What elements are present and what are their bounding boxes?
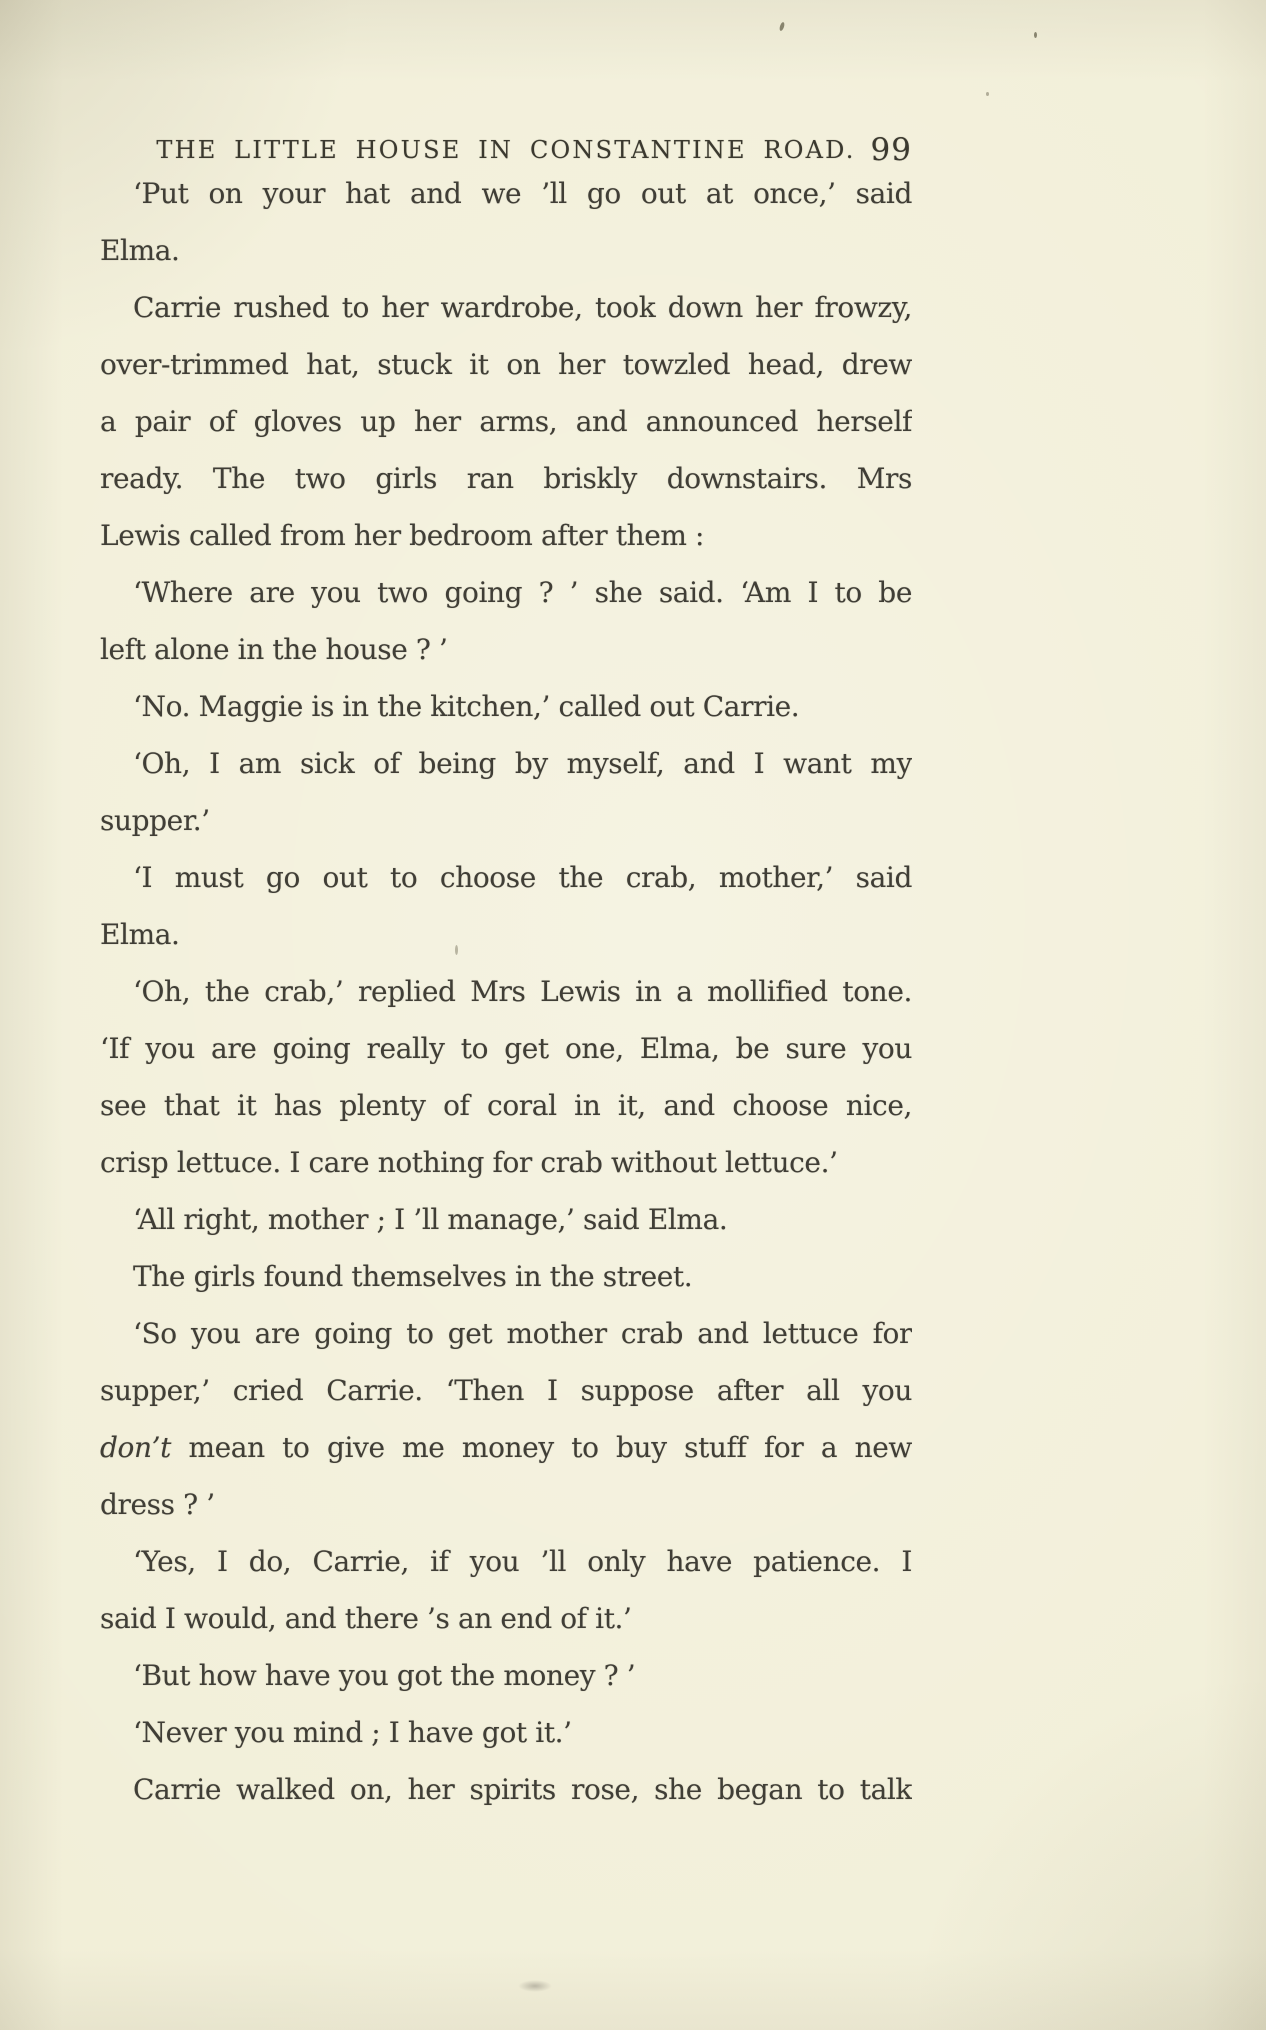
text-line: ‘Where are you two going ? ’ she said. ‘Am I to be	[133, 576, 912, 609]
text-line: ‘Never you mind ; I have got it.’	[133, 1716, 572, 1749]
text-line: ‘Oh, the crab,’ replied Mrs Lewis in a mollified tone.	[133, 975, 912, 1008]
text-line: ‘If you are going really to get one, Elma, be sure you	[100, 1032, 912, 1065]
text-line: ‘But how have you got the money ? ’	[133, 1659, 636, 1692]
text-line: Elma.	[100, 234, 180, 267]
text-line: Lewis called from her bedroom after them :	[100, 519, 705, 552]
scan-speck	[1034, 32, 1037, 38]
text-line: Carrie walked on, her spirits rose, she began to talk	[133, 1773, 912, 1806]
text-block	[100, 165, 912, 1818]
text-line: dress ? ’	[100, 1488, 215, 1521]
text-line: see that it has plenty of coral in it, and choose nice,	[100, 1089, 912, 1122]
running-title: THE LITTLE HOUSE IN CONSTANTINE ROAD.	[156, 136, 856, 164]
paragraph	[100, 735, 912, 849]
text-line: ‘No. Maggie is in the kitchen,’ called out Carrie.	[133, 690, 800, 723]
scan-speck	[779, 22, 786, 32]
text-line: ‘Put on your hat and we ’ll go out at once,’ said	[133, 177, 912, 210]
text-line: ‘Yes, I do, Carrie, if you ’ll only have patience. I	[133, 1545, 912, 1578]
paragraph	[100, 279, 912, 564]
scan-speck	[455, 945, 458, 955]
text-line: supper.’	[100, 804, 210, 837]
text-line: left alone in the house ? ’	[100, 633, 448, 666]
paragraph	[100, 1305, 912, 1533]
text-line: ready. The two girls ran briskly downstairs. Mrs	[100, 462, 912, 495]
text-line: over-trimmed hat, stuck it on her towzled head, drew	[100, 348, 912, 381]
text-line: crisp lettuce. I care nothing for crab without lettuce.’	[100, 1146, 838, 1179]
text-line: supper,’ cried Carrie. ‘Then I suppose after all you	[100, 1374, 912, 1407]
paragraph	[100, 678, 912, 735]
paragraph	[100, 1761, 912, 1818]
page-number: 99	[870, 132, 912, 168]
paragraph	[100, 564, 912, 678]
paragraph	[100, 1704, 912, 1761]
paragraph	[100, 963, 912, 1191]
text-line: don’t mean to give me money to buy stuff for a new	[100, 1431, 912, 1464]
paragraph	[100, 1191, 912, 1248]
paragraph	[100, 165, 912, 279]
paragraph	[100, 1533, 912, 1647]
text-line: Elma.	[100, 918, 180, 951]
paragraph	[100, 849, 912, 963]
scan-smudge	[518, 1980, 552, 1992]
text-line: ‘All right, mother ; I ’ll manage,’ said Elma.	[133, 1203, 728, 1236]
paragraph	[100, 1647, 912, 1704]
text-line: ‘I must go out to choose the crab, mother,’ said	[133, 861, 912, 894]
text-line: Carrie rushed to her wardrobe, took down her frowzy,	[133, 291, 912, 324]
text-line: ‘So you are going to get mother crab and lettuce for	[133, 1317, 912, 1350]
text-line: The girls found themselves in the street.	[133, 1260, 693, 1293]
text-line: said I would, and there ’s an end of it.’	[100, 1602, 632, 1635]
scan-speck	[986, 92, 989, 96]
paragraph	[100, 1248, 912, 1305]
text-line: ‘Oh, I am sick of being by myself, and I want my	[133, 747, 912, 780]
text-line: a pair of gloves up her arms, and announced herself	[100, 405, 912, 438]
